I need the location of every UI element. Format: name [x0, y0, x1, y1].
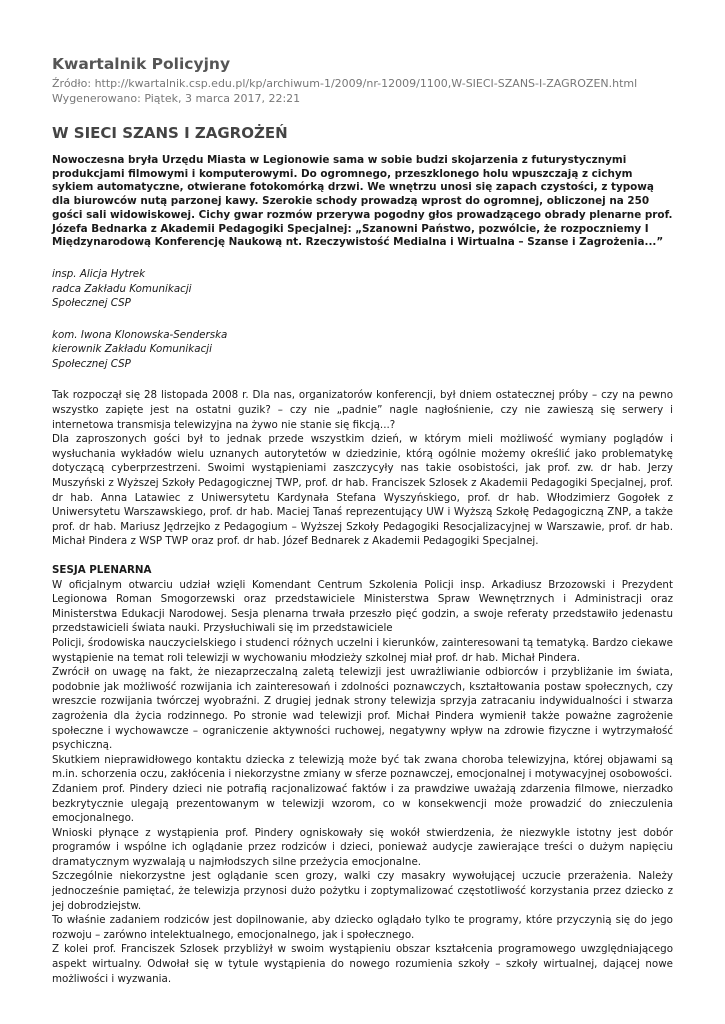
section-spacer [52, 549, 673, 563]
body-paragraph: Dla zaproszonych gości był to jednak przede wszystkim dzień, w którym mieli możliwość wymiany poglądów i wysłuchania wykładów wielu uznanych autorytetów w dziedzinie, którą ogólnie możemy określić jako problematykę dotyczącą cyberprzestrzeni. Swoimi wystąpieniami zaszczycyły nas takie osobistości, jak prof. zw. dr hab. Jerzy Muszyński z Wyższej Szkoły Pedagogicznej TWP, prof. dr hab. Franciszek Szlosek z Akademii Pedagogiki Specjalnej, prof. dr hab. Anna Latawiec z Uniwersytetu Kardynała Stefana Wyszyńskiego, prof. dr hab. Włodzimierz Gogołek z Uniwersytetu Warszawskiego, prof. dr hab. Maciej Tanaś reprezentujący UW i Wyższą Szkołę Pedagogiczną ZNP, a także prof. dr hab. Mariusz Jędrzejko z Pedagogium – Wyższej Szkoły Pedagogiki Resocjalizacyjnej w Warszawie, prof. dr hab. Michał Pindera z WSP TWP oraz prof. dr hab. Józef Bednarek z Akademii Pedagogiki Specjalnej. [52, 433, 673, 548]
author-role: radca Zakładu Komunikacji [52, 282, 192, 295]
generated-date: Wygenerowano: Piątek, 3 marca 2017, 22:21 [52, 92, 301, 105]
author-unit: Społecznej CSP [52, 357, 131, 370]
site-title: Kwartalnik Policyjny [52, 55, 231, 73]
section-heading: SESJA PLENARNA [52, 564, 152, 577]
source-url: Źródło: http://kwartalnik.csp.edu.pl/kp/archiwum-1/2009/nr-12009/1100,W-SIECI-SZANS-I-ZAGROZEN.html [52, 77, 638, 90]
body-paragraph: Wnioski płynące z wystąpienia prof. Pindery ogniskowały się wokół stwierdzenia, że niezwykle istotny jest dobór programów i wspólne ich oglądanie przez rodziców i dzieci, ponieważ audycje zawierające treści o dużym napięciu dramatycznym wyzwalają u najmłodszych silne przeżycia emocjonalne. [52, 826, 673, 868]
body-paragraph: Z kolei prof. Franciszek Szlosek przybliżył w swoim wystąpieniu obszar kształcenia programowego uwzględniającego aspekt wirtualny. Odwołał się w tytule wystąpienia do nowego rozumienia szkoły – szkoły wirtualnej, dającej nowe możliwości i wyzwania. [52, 943, 673, 985]
author-block-1 [52, 267, 673, 311]
body-paragraph: To właśnie zadaniem rodziców jest dopilnowanie, aby dziecko oglądało tylko te programy, które przyczynią się do jego rozwoju – zarówno intelektualnego, emocjonalnego, jak i społecznego. [52, 914, 673, 941]
author-name: insp. Alicja Hytrek [52, 267, 146, 280]
author-block-2 [52, 328, 673, 372]
body-paragraph: Policji, środowiska nauczycielskiego i studenci różnych uczelni i kierunków, zainteresowani tą tematyką. Bardzo ciekawe wystąpienie na temat roli telewizji w wychowaniu młodzieży szkolnej miał prof. dr hab. Michał Pindera. [52, 636, 673, 664]
author-role: kierownik Zakładu Komunikacji [52, 343, 212, 356]
body-paragraph: Szczególnie niekorzystne jest oglądanie scen grozy, walki czy masakry wywołującej uczucie przerażenia. Należy jednocześnie pamiętać, że telewizja przynosi dużo pożytku i zoptymalizować częstotliwość korzystania przez dziecko z jej dobrodziejstw. [52, 870, 673, 912]
author-unit: Społecznej CSP [52, 297, 131, 310]
body-paragraph: Skutkiem nieprawidłowego kontaktu dziecka z telewizją może być tak zwana choroba telewizyjna, której objawami są m.in. schorzenia oczu, zakłócenia i niekorzystne zmiany w sferze poznawczej, emocjonalnej i motywacyjnej osobowości. [52, 753, 673, 781]
body-paragraph: Zdaniem prof. Pindery dzieci nie potrafią racjonalizować faktów i za prawdziwe uważają zdarzenia filmowe, nierzadko bezkrytycznie ulegają prezentowanym w telewizji wzorom, co w konsekwencji może prowadzić do znieczulenia emocjonalnego. [52, 782, 673, 825]
body-paragraph: Tak rozpoczął się 28 listopada 2008 r. Dla nas, organizatorów konferencji, był dniem ostatecznej próby – czy na pewno wszystko zapięte jest na ostatni guzik? – czy nie „padnie” nagle nagłośnienie, czy nie zawieszą się serwery i internetowa transmisja telewizyjna na żywo nie stanie się fikcją...? [52, 389, 673, 431]
article-lead: Nowoczesna bryła Urzędu Miasta w Legionowie sama w sobie budzi skojarzenia z futurystycznymi produkcjami filmowymi i komputerowymi. Do ogromnego, przeszklonego holu wpuszczają z cichym sykiem automatyczne, otwierane fotokomórką drzwi. We wnętrzu unosi się zapach czystości, z typową dla biurowców nutą parzonej kawy. Szerokie schody prowadzą wprost do ogromnej, obliczonej na 250 gości sali widowiskowej. Cichy gwar rozmów przerywa pogodny głos prowadzącego obrady plenarne prof. Józefa Bednarka z Akademii Pedagogiki Specjalnej: „Szanowni Państwo, pozwólcie, że rozpoczniemy I Międzynarodową Konferencję Naukową nt. Rzeczywistość Medialna i Wirtualna – Szanse i Zagrożenia...” [52, 154, 673, 249]
author-name: kom. Iwona Klonowska-Senderska [52, 328, 228, 341]
body-paragraph: W oficjalnym otwarciu udział wzięli Komendant Centrum Szkolenia Policji insp. Arkadiusz Brzozowski i Prezydent Legionowa Roman Smogorzewski oraz przedstawiciele Ministerstwa Spraw Wewnętrznych i Administracji oraz Ministerstwa Edukacji Narodowej. Sesja plenarna trwała przeszło pięć godzin, a swoje referaty przedstawiło jedenastu przedstawicieli świata nauki. Przysłuchiwali się im przedstawiciele [52, 578, 673, 635]
body-paragraph: Zwrócił on uwagę na fakt, że niezaprzeczalną zaletą telewizji jest uwrażliwianie odbiorców i przybliżanie im świata, podobnie jak możliwość rozwijania ich zainteresowań i zdolności poznawczych, kształtowania postaw społecznych, czy wreszcie rozwijania twórczej wyobraźni. Z drugiej jednak strony telewizja sprzyja zatracaniu indywidualności i stwarza zagrożenia dla życia rodzinnego. Po stronie wad telewizji prof. Michał Pindera wymienił także poważne zagrożenie społeczne i wychowawcze – ograniczenie aktywności ruchowej, negatywny wpływ na zdrowie fizyczne i wytrzymałość psychiczną. [52, 666, 673, 752]
article-title: W SIECI SZANS I ZAGROŻEŃ [52, 124, 288, 142]
